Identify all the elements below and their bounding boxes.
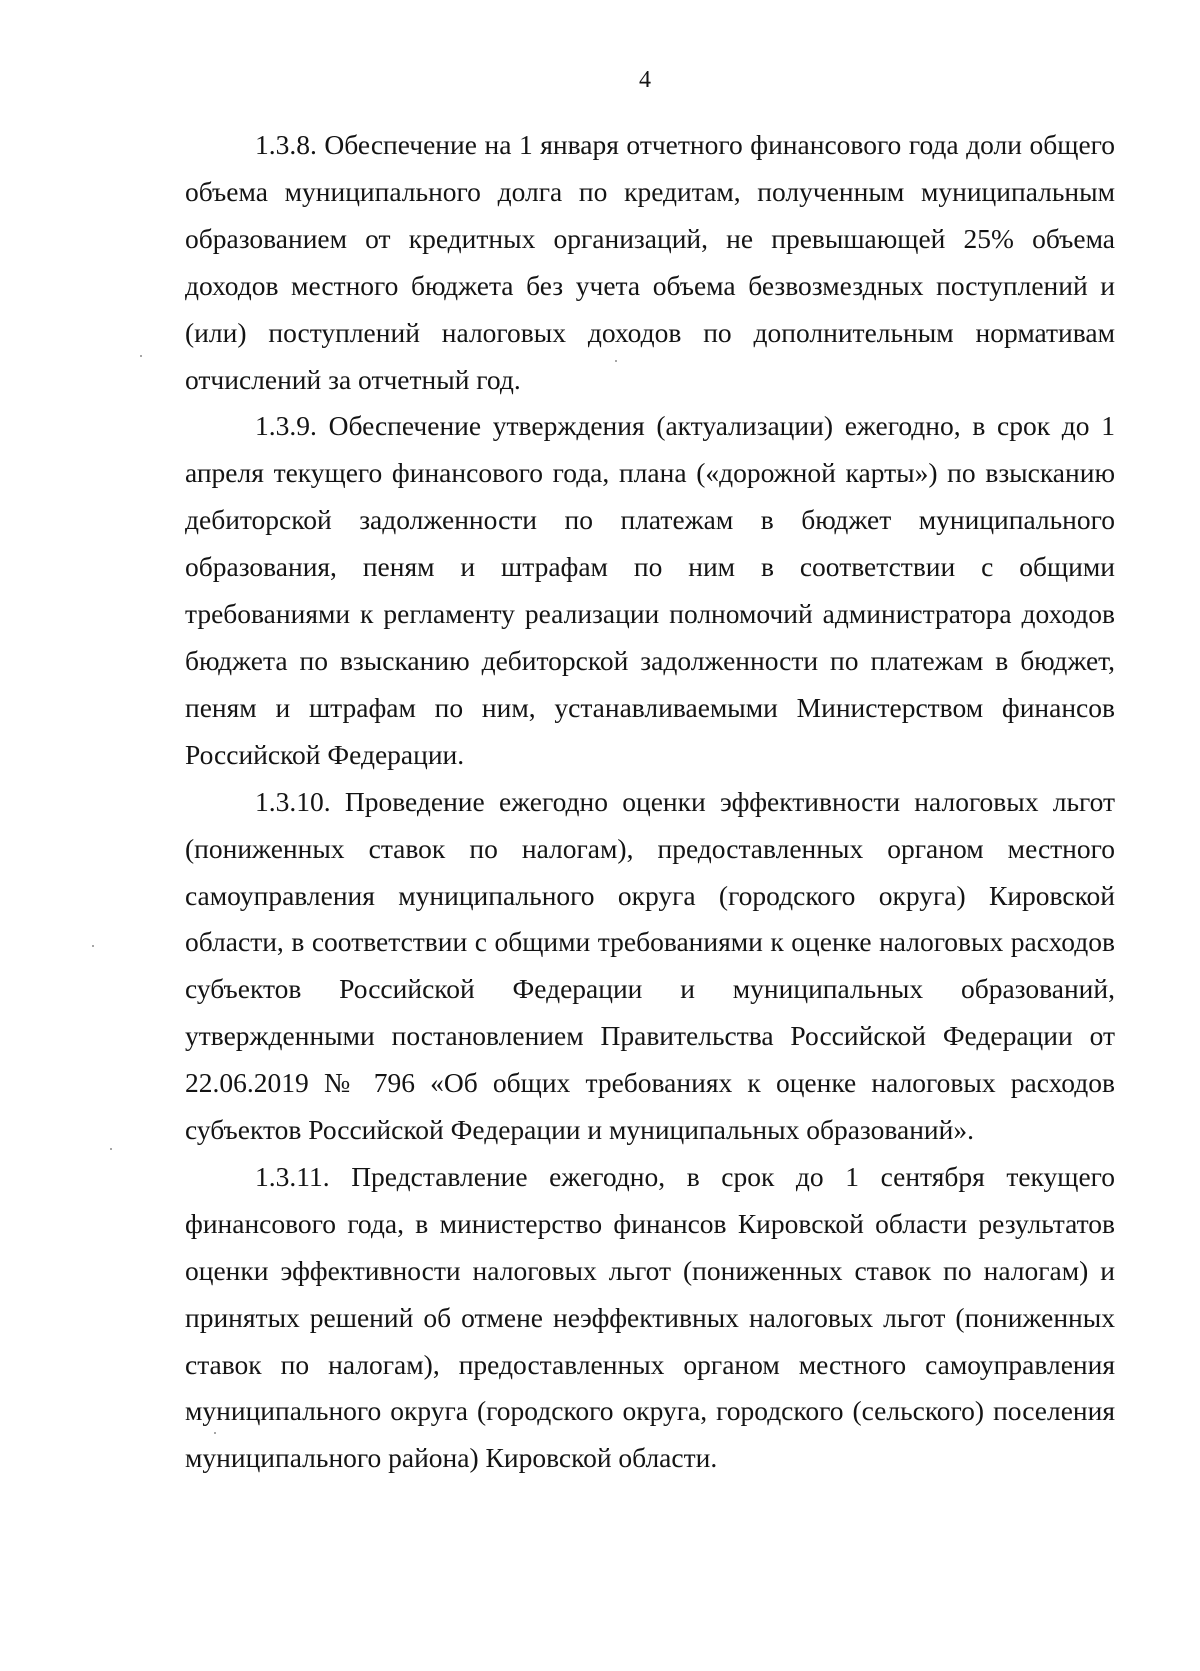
paragraph-1-3-10: 1.3.10. Проведение ежегодно оценки эффективности налоговых льгот (пониженных ставок по налогам), предоставленных органом местного самоуправления муниципального округа (городского округа) Кировской области, в соответствии с общими требованиями к оценке налоговых расходов субъектов Российской Федерации и муниципальных образований, утвержденными постановлением Правительства Российской Федерации от 22.06.2019 № 796 «Об общих требованиях к оценке налоговых расходов субъектов Российской Федерации и муниципальных образований». xyxy=(185,785,1115,1146)
page-number: 4 xyxy=(639,67,651,93)
document-body xyxy=(185,122,1115,1482)
scan-speck xyxy=(92,945,94,947)
paragraph-1-3-8: 1.3.8. Обеспечение на 1 января отчетного финансового года доли общего объема муниципального долга по кредитам, полученным муниципальным образованием от кредитных организаций, не превышающей 25% объема доходов местного бюджета без учета объема безвозмездных поступлений и (или) поступлений налоговых доходов по дополнительным нормативам отчислений за отчетный год. xyxy=(185,129,1115,395)
scan-speck xyxy=(140,355,142,357)
scan-speck xyxy=(615,360,617,362)
paragraph-1-3-11: 1.3.11. Представление ежегодно, в срок до 1 сентября текущего финансового года, в министерство финансов Кировской области результатов оценки эффективности налоговых льгот (пониженных ставок по налогам) и принятых решений об отмене неэффективных налоговых льгот (пониженных ставок по налогам), предоставленных органом местного самоуправления муниципального округа (городского округа, городского (сельского) поселения муниципального района) Кировской области. xyxy=(185,1160,1115,1474)
scan-speck xyxy=(214,1432,216,1434)
paragraph-1-3-9: 1.3.9. Обеспечение утверждения (актуализации) ежегодно, в срок до 1 апреля текущего финансового года, плана («дорожной карты») по взысканию дебиторской задолженности по платежам в бюджет муниципального образования, пеням и штрафам по ним в соответствии с общими требованиями к регламенту реализации полномочий администратора доходов бюджета по взысканию дебиторской задолженности по платежам в бюджет, пеням и штрафам по ним, устанавливаемыми Министерством финансов Российской Федерации. xyxy=(185,410,1115,770)
scan-speck xyxy=(110,1148,112,1150)
